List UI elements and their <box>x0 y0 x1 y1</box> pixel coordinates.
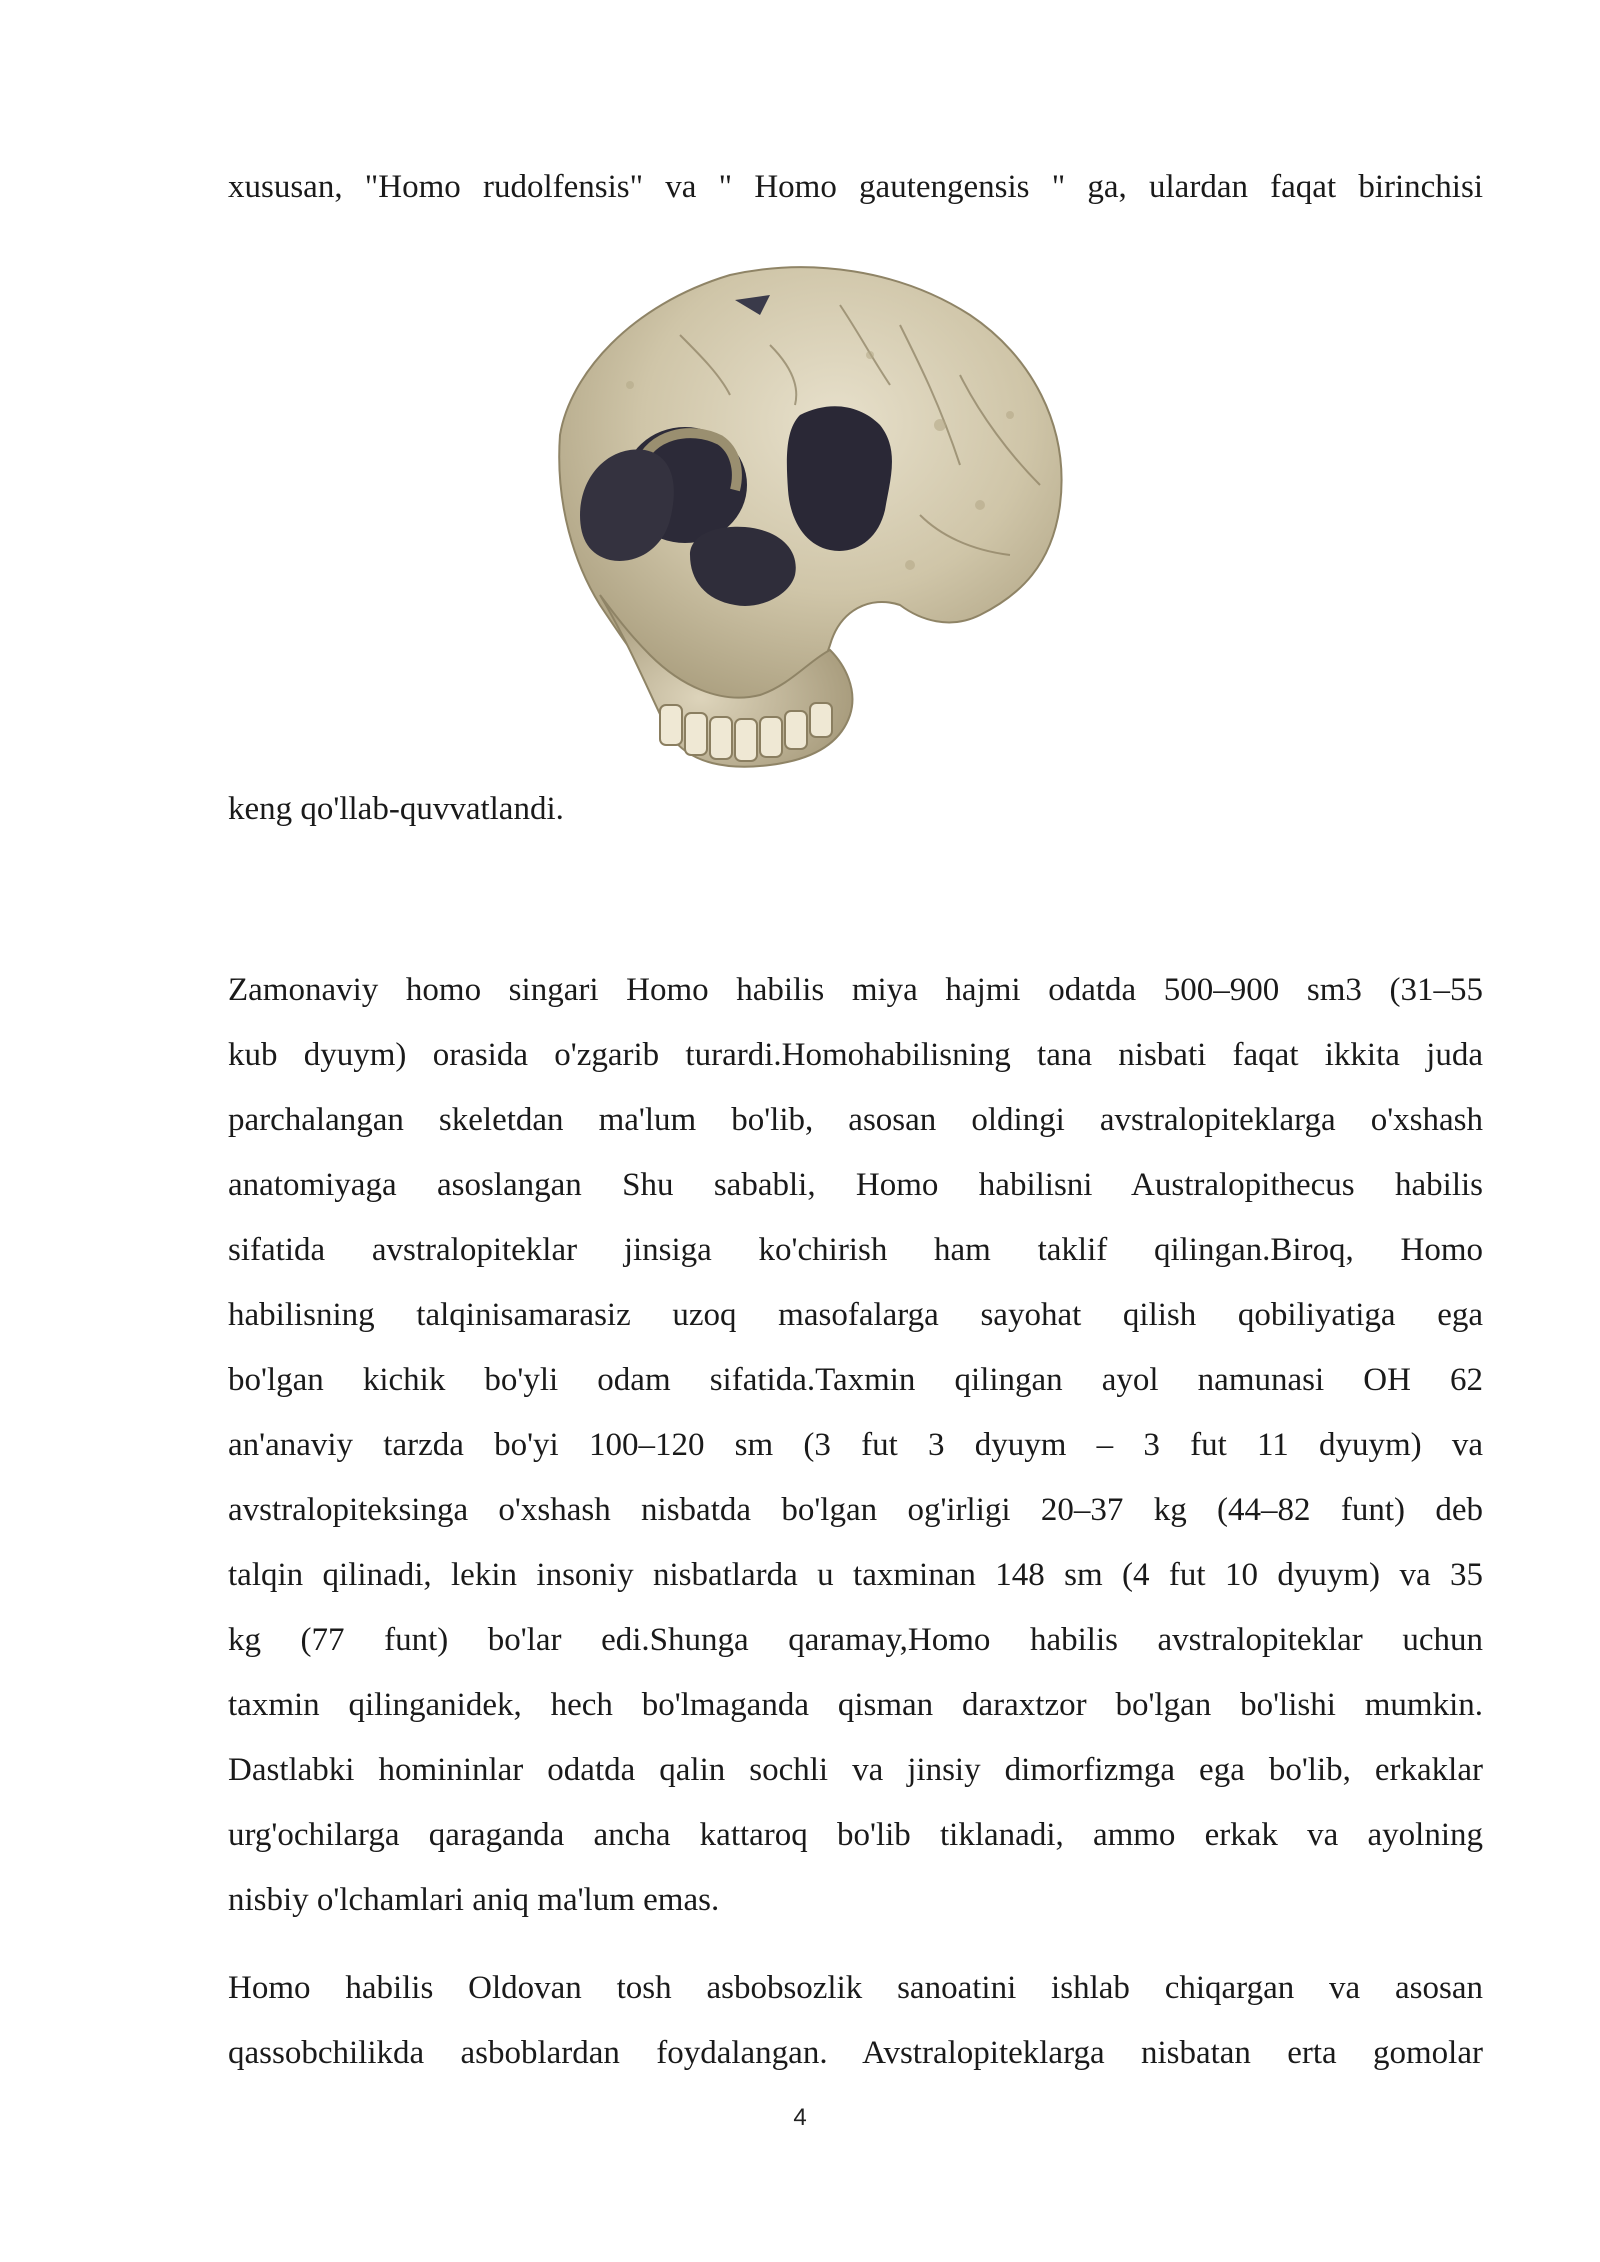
paragraph-line: sifatida avstralopiteklar jinsiga ko'chirish ham taklif qilingan.Biroq, Homo <box>228 1232 1483 1268</box>
paragraph-line: avstralopiteksinga o'xshash nisbatda bo'lgan og'irligi 20–37 kg (44–82 funt) deb <box>228 1492 1483 1528</box>
paragraph-1 <box>228 958 1483 1933</box>
paragraph-line: habilisning talqinisamarasiz uzoq masofalarga sayohat qilish qobiliyatiga ega <box>228 1297 1483 1333</box>
after-figure-text-line: keng qo'llab-quvvatlandi. <box>228 791 564 827</box>
paragraph-line: Dastlabki homininlar odatda qalin sochli va jinsiy dimorfizmga ega bo'lib, erkaklar <box>228 1752 1483 1788</box>
paragraph-line: Zamonaviy homo singari Homo habilis miya hajmi odatda 500–900 sm3 (31–55 <box>228 972 1483 1008</box>
paragraph-line: bo'lgan kichik bo'yli odam sifatida.Taxmin qilingan ayol namunasi OH 62 <box>228 1362 1483 1398</box>
paragraph-line: nisbiy o'lchamlari aniq ma'lum emas. <box>228 1882 720 1918</box>
paragraph-line: parchalangan skeletdan ma'lum bo'lib, asosan oldingi avstralopiteklarga o'xshash <box>228 1102 1483 1138</box>
paragraph-line: talqin qilinadi, lekin insoniy nisbatlarda u taxminan 148 sm (4 fut 10 dyuym) va 35 <box>228 1557 1483 1593</box>
paragraph-line: urg'ochilarga qaraganda ancha kattaroq bo'lib tiklanadi, ammo erkak va ayolning <box>228 1817 1483 1853</box>
skull-image <box>540 265 1080 775</box>
paragraph-line: kg (77 funt) bo'lar edi.Shunga qaramay,Homo habilis avstralopiteklar uchun <box>228 1622 1483 1658</box>
paragraph-line: Homo habilis Oldovan tosh asbobsozlik sanoatini ishlab chiqargan va asosan <box>228 1970 1483 2006</box>
paragraph-line: an'anaviy tarzda bo'yi 100–120 sm (3 fut 3 dyuym – 3 fut 11 dyuym) va <box>228 1427 1483 1463</box>
paragraph-2 <box>228 1956 1483 2086</box>
paragraph-line: taxmin qilinganidek, hech bo'lmaganda qisman daraxtzor bo'lgan bo'lishi mumkin. <box>228 1687 1483 1723</box>
paragraph-line: kub dyuym) orasida o'zgarib turardi.Homohabilisning tana nisbati faqat ikkita juda <box>228 1037 1483 1073</box>
page-number: 4 <box>793 2104 807 2131</box>
paragraph-line: anatomiyaga asoslangan Shu sababli, Homo habilisni Australopithecus habilis <box>228 1167 1483 1203</box>
paragraph-line: qassobchilikda asboblardan foydalangan. Avstralopiteklarga nisbatan erta gomolar <box>228 2035 1483 2071</box>
intro-text-line: xususan, "Homo rudolfensis" va " Homo gautengensis " ga, ulardan faqat birinchisi <box>228 169 1483 205</box>
